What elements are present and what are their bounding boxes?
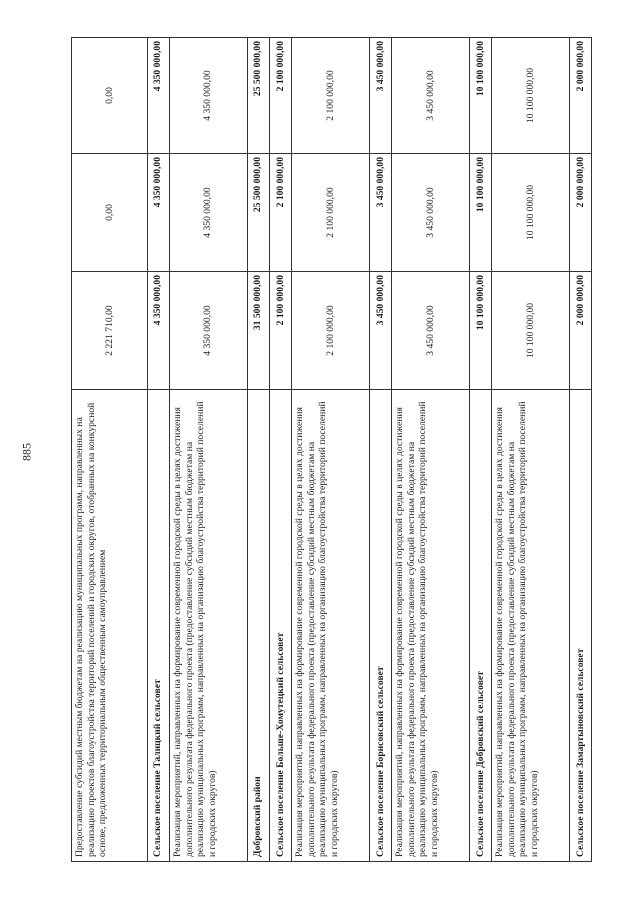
row-description: Сельское поселение Больше-Хомутецкий сельсовет bbox=[269, 390, 291, 862]
value-cell: 2 100 000,00 bbox=[269, 38, 291, 154]
value-cell: 4 350 000,00 bbox=[169, 154, 247, 272]
table-row bbox=[491, 38, 569, 862]
table-row bbox=[169, 38, 247, 862]
value-cell: 0,00 bbox=[72, 38, 148, 154]
row-description: Реализация мероприятий, направленных на формирование современной городской среды в целях достижения дополнительного результата федерального проекта (предоставление субсидий местным бюджетам на реализацию муниципальных программ, направленных на организацию благоустройства территорий поселений и городских округов) bbox=[491, 390, 569, 862]
value-cell: 2 221 710,00 bbox=[72, 272, 148, 390]
value-cell: 10 100 000,00 bbox=[469, 272, 491, 390]
value-cell: 3 450 000,00 bbox=[391, 154, 469, 272]
value-cell: 3 450 000,00 bbox=[391, 272, 469, 390]
value-cell: 2 100 000,00 bbox=[269, 154, 291, 272]
table-row bbox=[469, 38, 491, 862]
rotated-table-container bbox=[71, 38, 592, 862]
row-description: Реализация мероприятий, направленных на формирование современной городской среды в целях достижения дополнительного результата федерального проекта (предоставление субсидий местным бюджетам на реализацию муниципальных программ, направленных на организацию благоустройства территорий поселений и городских округов) bbox=[291, 390, 369, 862]
row-description: Реализация мероприятий, направленных на формирование современной городской среды в целях достижения дополнительного результата федерального проекта (предоставление субсидий местным бюджетам на реализацию муниципальных программ, направленных на организацию благоустройства территорий поселений и городских округов) bbox=[169, 390, 247, 862]
value-cell: 3 450 000,00 bbox=[369, 272, 391, 390]
row-description: Добровский район bbox=[247, 390, 269, 862]
value-cell: 2 100 000,00 bbox=[291, 38, 369, 154]
table-body bbox=[72, 38, 592, 862]
table-row bbox=[269, 38, 291, 862]
value-cell: 2 000 000,00 bbox=[569, 154, 591, 272]
value-cell: 10 100 000,00 bbox=[491, 272, 569, 390]
page-number: 885 bbox=[19, 443, 34, 461]
value-cell: 25 500 000,00 bbox=[247, 154, 269, 272]
table-row bbox=[391, 38, 469, 862]
value-cell: 10 100 000,00 bbox=[469, 38, 491, 154]
value-cell: 4 350 000,00 bbox=[147, 154, 169, 272]
row-description: Сельское поселение Талицкий сельсовет bbox=[147, 390, 169, 862]
row-description: Сельское поселение Замартыновский сельсовет bbox=[569, 390, 591, 862]
budget-table bbox=[71, 37, 592, 862]
value-cell: 4 350 000,00 bbox=[169, 38, 247, 154]
table-row bbox=[369, 38, 391, 862]
table-row bbox=[72, 38, 148, 862]
value-cell: 10 100 000,00 bbox=[491, 38, 569, 154]
value-cell: 2 100 000,00 bbox=[291, 154, 369, 272]
table-row bbox=[147, 38, 169, 862]
row-description: Предоставление субсидий местным бюджетам на реализацию муниципальных программ, направленных на реализацию проектов благоустройства территорий поселений и городских округов, отобранных на конкурсной основе, предложенных территориальным общественным самоуправлением bbox=[72, 390, 148, 862]
value-cell: 4 350 000,00 bbox=[147, 272, 169, 390]
value-cell: 3 450 000,00 bbox=[391, 38, 469, 154]
value-cell: 4 350 000,00 bbox=[169, 272, 247, 390]
value-cell: 10 100 000,00 bbox=[469, 154, 491, 272]
value-cell: 2 100 000,00 bbox=[291, 272, 369, 390]
value-cell: 4 350 000,00 bbox=[147, 38, 169, 154]
value-cell: 3 450 000,00 bbox=[369, 38, 391, 154]
value-cell: 2 000 000,00 bbox=[569, 38, 591, 154]
row-description: Сельское поселение Добровский сельсовет bbox=[469, 390, 491, 862]
table-row bbox=[291, 38, 369, 862]
table-row bbox=[569, 38, 591, 862]
value-cell: 10 100 000,00 bbox=[491, 154, 569, 272]
value-cell: 2 100 000,00 bbox=[269, 272, 291, 390]
row-description: Сельское поселение Борисовский сельсовет bbox=[369, 390, 391, 862]
value-cell: 31 500 000,00 bbox=[247, 272, 269, 390]
value-cell: 2 000 000,00 bbox=[569, 272, 591, 390]
value-cell: 0,00 bbox=[72, 154, 148, 272]
row-description: Реализация мероприятий, направленных на формирование современной городской среды в целях достижения дополнительного результата федерального проекта (предоставление субсидий местным бюджетам на реализацию муниципальных программ, направленных на организацию благоустройства территорий поселений и городских округов) bbox=[391, 390, 469, 862]
value-cell: 25 500 000,00 bbox=[247, 38, 269, 154]
table-row bbox=[247, 38, 269, 862]
value-cell: 3 450 000,00 bbox=[369, 154, 391, 272]
